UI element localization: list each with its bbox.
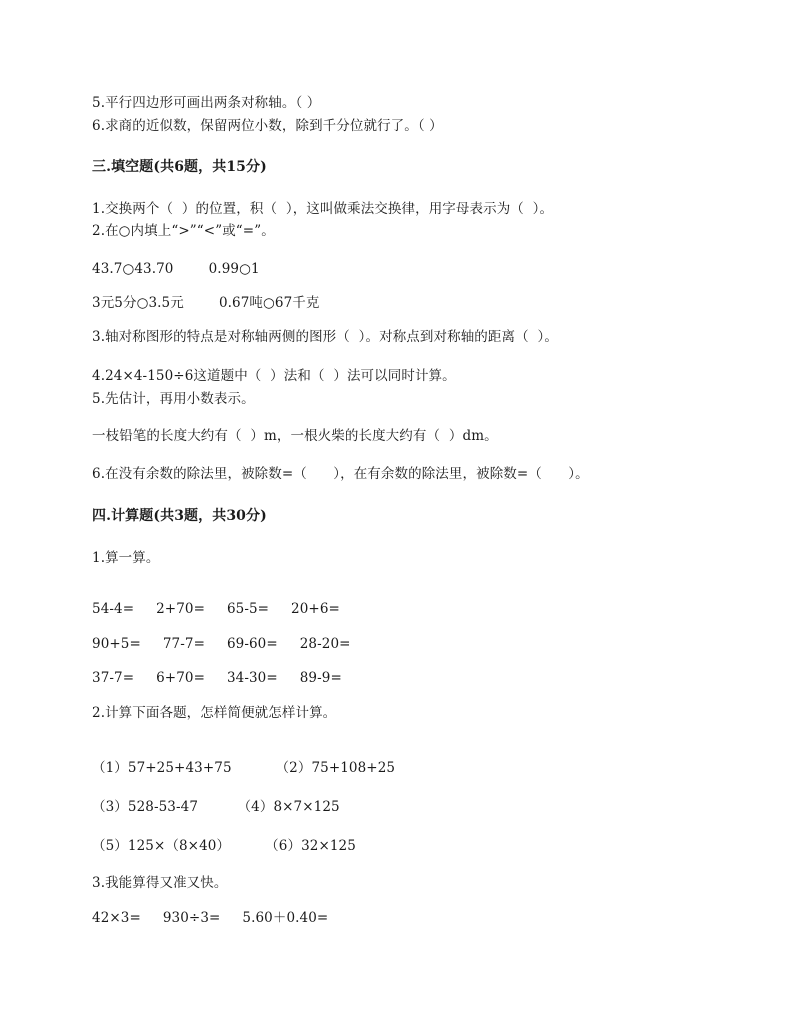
true-false-q5: 5.平行四边形可画出两条对称轴。（ ） [92,95,321,111]
calc-q3: 3.我能算得又准又快。 [92,875,228,891]
calc-q2: 2.计算下面各题，怎样简便就怎样计算。 [92,705,337,721]
fill-q5: 5.先估计，再用小数表示。 [92,391,255,407]
fill-q1: 1.交换两个（ ）的位置，积（ ），这叫做乘法交换律，用字母表示为（ ）。 [92,201,554,217]
fill-q2: 2.在○内填上“>”“<”或“=”。 [92,223,275,239]
section4-heading: 四.计算题(共3题，共30分) [92,508,267,524]
calc-q2-row1: （1）57+25+43+75 （2）75+108+25 [92,760,396,776]
calc-q2-row2: （3）528-53-47 （4）8×7×125 [92,799,340,815]
calc-q1: 1.算一算。 [92,550,160,566]
calc-q3-row1: 42×3= 930÷3= 5.60＋0.40= [92,910,329,926]
section3-heading: 三.填空题(共6题，共15分) [92,159,267,175]
fill-q3: 3.轴对称图形的特点是对称轴两侧的图形（ ）。对称点到对称轴的距离（ ）。 [92,329,558,345]
true-false-q6: 6.求商的近似数，保留两位小数，除到千分位就行了。（ ） [92,118,443,134]
calc-q2-row3: （5）125×（8×40） （6）32×125 [92,838,356,854]
fill-q2-row2: 3元5分○3.5元 0.67吨○67千克 [92,295,320,311]
calc-q1-row2: 90+5= 77-7= 69-60= 28-20= [92,636,351,652]
calc-q1-row1: 54-4= 2+70= 65-5= 20+6= [92,601,340,617]
fill-q5-line: 一枝铅笔的长度大约有（ ）m，一根火柴的长度大约有（ ）dm。 [92,428,498,444]
calc-q1-row3: 37-7= 6+70= 34-30= 89-9= [92,670,342,686]
fill-q2-row1: 43.7○43.70 0.99○1 [92,261,260,277]
fill-q4: 4.24×4-150÷6这道题中（ ）法和（ ）法可以同时计算。 [92,368,456,384]
fill-q6: 6.在没有余数的除法里，被除数=（ ），在有余数的除法里，被除数=（ ）。 [92,466,589,482]
